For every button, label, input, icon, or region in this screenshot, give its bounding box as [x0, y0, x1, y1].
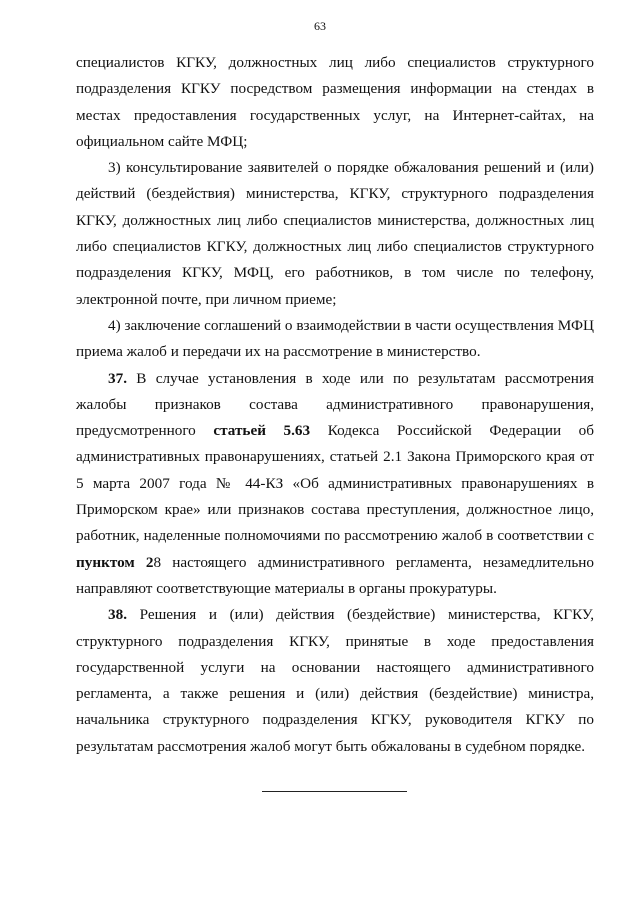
document-body — [76, 50, 594, 760]
paragraph-continuation: специалистов КГКУ, должностных лиц либо специалистов структурного подразделения КГКУ посредством размещения информации на стендах в местах предоставления государственных услуг, на Интернет-сайтах, на официальном сайте МФЦ; — [76, 54, 594, 150]
paragraph-38 — [76, 602, 594, 760]
paragraph-item-3: 3) консультирование заявителей о порядке обжалования решений и (или) действий (бездействия) министерства, КГКУ, структурного подразделения КГКУ, должностных лиц либо специалистов министерства, должностных лиц либо специалистов КГКУ, должностных лиц либо специалистов структурного подразделения КГКУ, МФЦ, его работников, в том числе по телефону, электронной почте, при личном приеме; — [76, 159, 594, 308]
page-number: 63 — [314, 19, 326, 33]
paragraph-38-number: 38. — [108, 606, 127, 624]
paragraph-37-number: 37. — [108, 369, 127, 387]
paragraph-38-text: Решения и (или) действия (бездействие) министерства, КГКУ, структурного подразделения КГКУ, принятые в ходе предоставления государственной услуги на основании настоящего административного регламента, а также решения и (или) действия (бездействие) министра, начальника структурного подразделения КГКУ, руководителя КГКУ по результатам рассмотрения жалоб могут быть обжалованы в судебном порядке. — [76, 606, 594, 755]
paragraph-37 — [76, 366, 594, 603]
paragraph-37-text-1: В случае установления в ходе или по результатам рассмотрения жалобы признаков состава административного правонарушения, предусмотренного — [76, 369, 594, 440]
paragraph-37-text-2: Кодекса Российской Федерации об административных правонарушениях, статьей 2.1 Закона Приморского края от 5 марта 2007 года № 44-КЗ «Об административных правонарушениях в Приморском крае» или признаков состава преступления, должностное лицо, работник, наделенные полномочиями по рассмотрению жалоб в соответствии с — [76, 422, 595, 545]
paragraph-item-4: 4) заключение соглашений о взаимодействии в части осуществления МФЦ приема жалоб и передачи их на рассмотрение в министерство. — [76, 316, 594, 361]
end-divider-line — [262, 791, 407, 792]
paragraph-37-ref-point: пунктом 2 — [76, 553, 154, 571]
paragraph-37-ref-article: статьей 5.63 — [213, 422, 311, 440]
paragraph-37-text-3: 8 настоящего административного регламента, незамедлительно направляют соответствующие материалы в органы прокуратуры. — [76, 553, 594, 597]
